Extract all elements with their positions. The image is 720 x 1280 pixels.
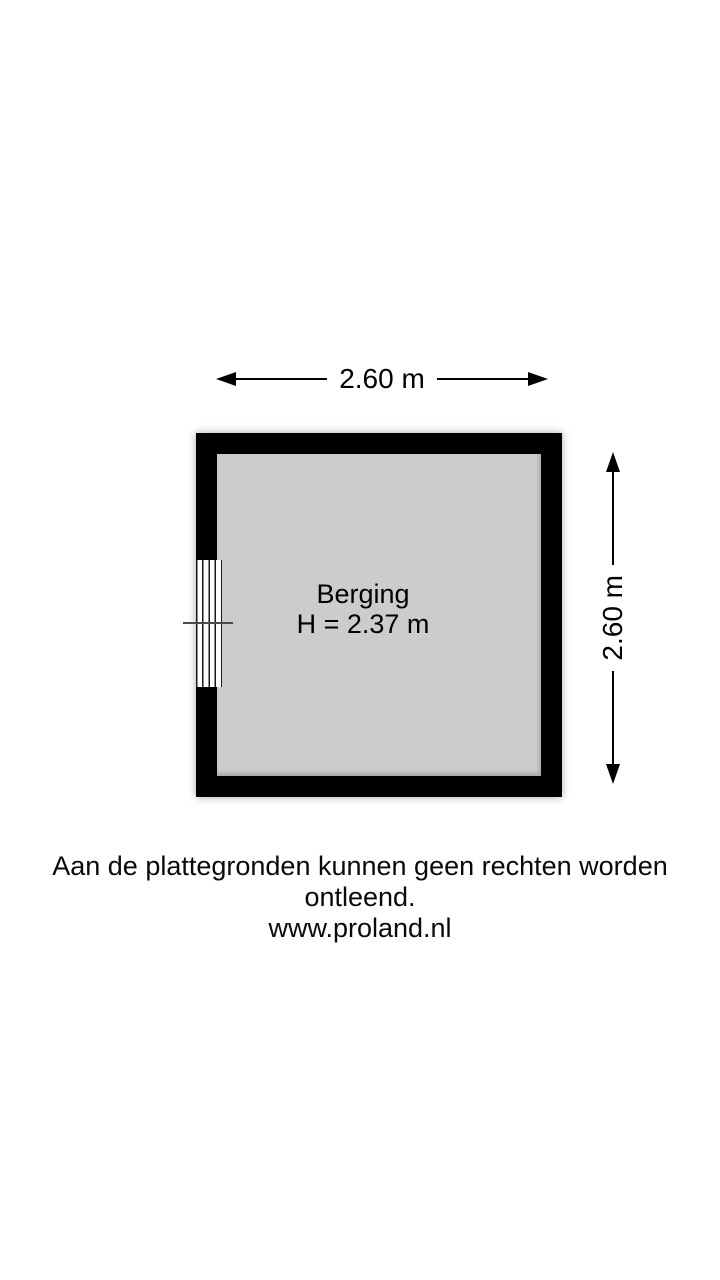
width-dimension-label: 2.60 m	[339, 363, 425, 394]
dimension-line	[612, 671, 614, 764]
disclaimer-text: Aan de plattegronden kunnen geen rechten worden ontleend.	[52, 851, 668, 912]
dimension-line	[612, 472, 614, 565]
depth-dimension	[597, 452, 628, 784]
dimension-line	[437, 378, 528, 380]
depth-dimension-label: 2.60 m	[597, 575, 628, 661]
dimension-line	[236, 378, 327, 380]
arrow-down-icon	[606, 764, 620, 784]
arrow-up-icon	[606, 452, 620, 472]
footer	[0, 851, 720, 944]
room-label	[297, 579, 430, 639]
website-text: www.proland.nl	[268, 913, 452, 943]
arrow-right-icon	[528, 372, 548, 386]
width-dimension	[216, 363, 548, 394]
room-height-label: H = 2.37 m	[296, 609, 430, 639]
arrow-left-icon	[216, 372, 236, 386]
window-center-tick	[183, 622, 233, 624]
room-name-label: Berging	[316, 579, 410, 609]
